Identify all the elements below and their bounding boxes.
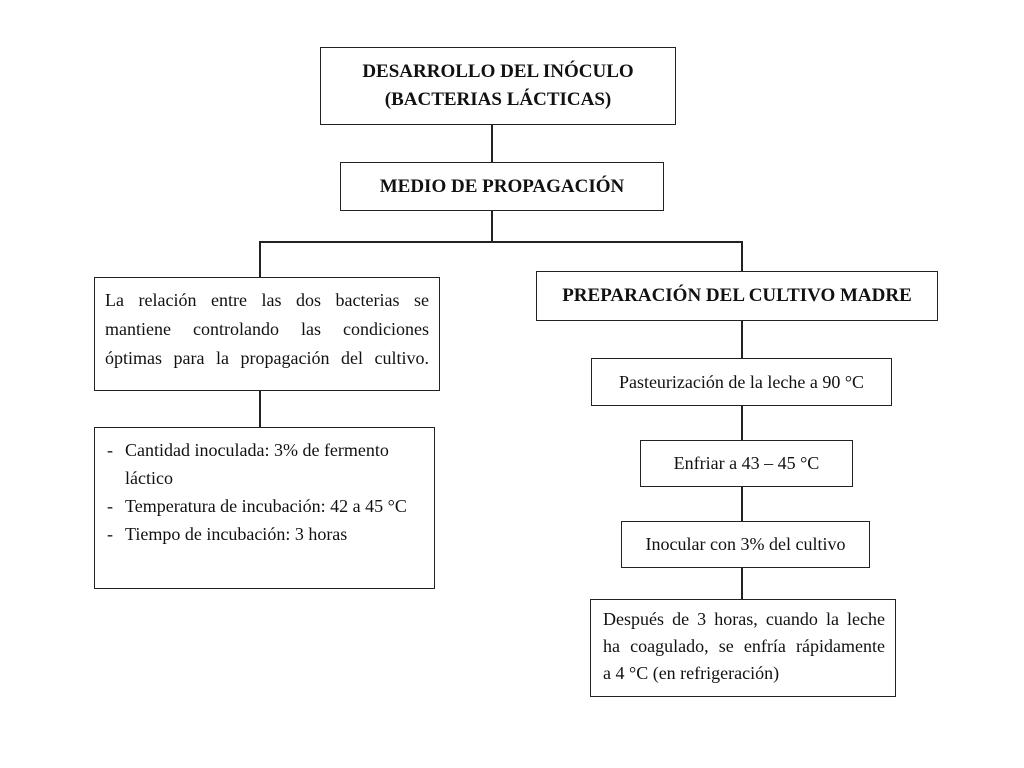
connector-medium-branch — [491, 210, 493, 242]
connector-step2-step3 — [741, 486, 743, 522]
condition-item: - Cantidad inoculada: 3% de fermento láctico — [103, 436, 422, 492]
connector-branch-left — [259, 241, 261, 278]
connector-branch-right — [741, 241, 743, 272]
connector-relation-conditions — [259, 390, 261, 428]
connector-title-step1 — [741, 320, 743, 359]
step-inoculation — [621, 521, 870, 568]
final-line: a 4 °C (en refrigeración) — [603, 663, 780, 683]
root-title-line1: DESARROLLO DEL INÓCULO — [362, 61, 634, 82]
step-inoculation-label: Inocular con 3% del cultivo — [645, 534, 846, 554]
step-cooling — [640, 440, 853, 487]
connector-root-medium — [491, 124, 493, 163]
conditions-node — [94, 427, 435, 589]
mother-culture-label: PREPARACIÓN DEL CULTIVO MADRE — [562, 285, 912, 306]
final-line: ha coagulado, se enfría rápidamente — [603, 636, 885, 656]
root-node — [320, 47, 676, 125]
root-title-line2: (BACTERIAS LÁCTICAS) — [384, 89, 612, 110]
condition-item: - Tiempo de incubación: 3 horas — [103, 520, 422, 548]
step-pasteurization — [591, 358, 892, 406]
step-pasteurization-label: Pasteurización de la leche a 90 °C — [618, 371, 865, 392]
connector-step3-final — [741, 567, 743, 600]
connector-step1-step2 — [741, 405, 743, 441]
relation-line: La relación entre las dos bacterias se — [105, 290, 429, 310]
propagation-medium-node — [340, 162, 664, 211]
step-cooling-label: Enfriar a 43 – 45 °C — [673, 453, 820, 473]
final-node — [590, 599, 896, 697]
relation-line: mantiene controlando las condiciones — [105, 319, 429, 339]
relation-line: óptimas para la propagación del cultivo. — [105, 348, 429, 368]
connector-branch-horizontal — [259, 241, 742, 243]
final-line: Después de 3 horas, cuando la leche — [603, 609, 885, 629]
relation-node — [94, 277, 440, 391]
mother-culture-node — [536, 271, 938, 321]
propagation-medium-label: MEDIO DE PROPAGACIÓN — [379, 175, 625, 197]
condition-item: - Temperatura de incubación: 42 a 45 °C — [103, 492, 422, 520]
conditions-list — [103, 436, 422, 548]
